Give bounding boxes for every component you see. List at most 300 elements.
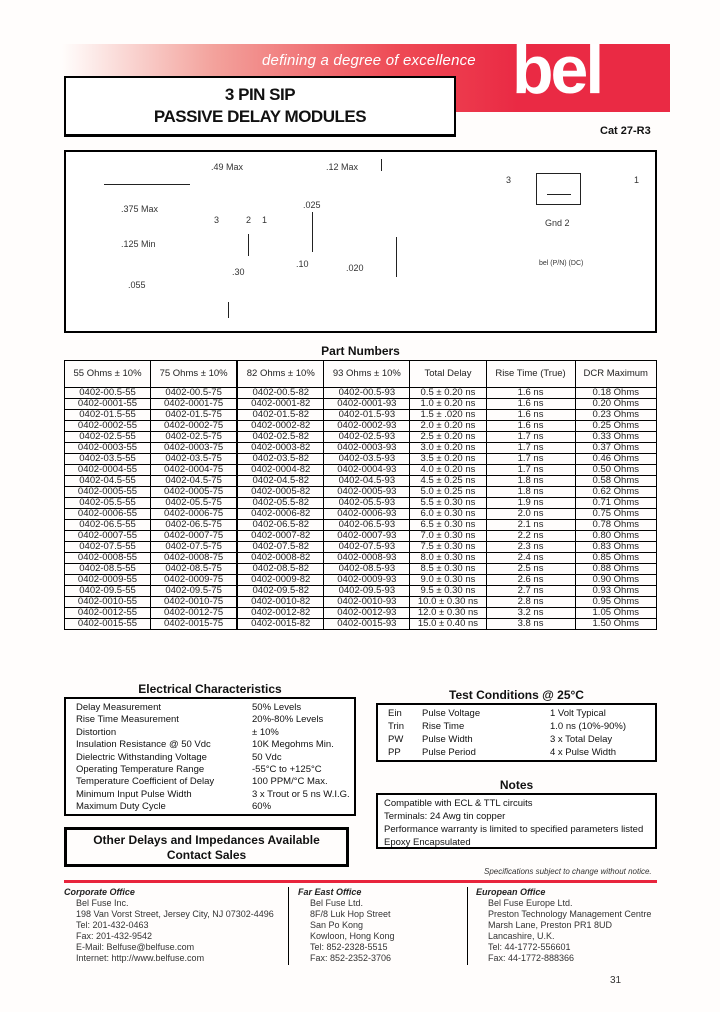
table-cell: 0402-00.5-93 [324,388,410,399]
table-cell: 0402-08.5-82 [237,564,324,575]
table-cell: 3.8 ns [486,619,575,630]
office-line: Marsh Lane, Preston PR1 8UD [488,920,613,930]
table-cell: 1.6 ns [486,399,575,410]
other-delays-line1: Other Delays and Impedances Available [93,833,320,847]
spec-label: Dielectric Withstanding Voltage [76,751,207,763]
table-cell: 0402-09.5-93 [324,586,410,597]
col-header: 93 Ohms ± 10% [324,361,410,388]
test-row [388,721,655,734]
dim-depth: .12 Max [326,162,359,172]
spec-row [76,776,354,788]
table-cell: 9.5 ± 0.30 ns [410,586,486,597]
title-line-2: PASSIVE DELAY MODULES [153,107,367,126]
table-cell: 0402-04.5-75 [151,476,238,487]
table-cell: 3.0 ± 0.20 ns [410,443,486,454]
table-cell: 7.0 ± 0.30 ns [410,531,486,542]
other-delays-line2: Contact Sales [166,848,247,862]
table-cell: 0402-0007-82 [237,531,324,542]
spec-label: Maximum Duty Cycle [76,801,166,813]
col-header: Total Delay [410,361,486,388]
office-line: E-Mail: Belfuse@belfuse.com [76,942,195,952]
table-cell: 1.05 Ohms [575,608,657,619]
table-cell: 0402-0010-82 [237,597,324,608]
table-row [65,487,657,498]
spec-row [76,764,354,776]
test-symbol: PP [388,747,401,758]
table-cell: 0402-0004-55 [65,465,151,476]
pin-label-2: 2 [246,215,252,225]
table-cell: 1.9 ns [486,498,575,509]
table-row [65,432,657,443]
note-item: Epoxy Encapsulated [384,837,471,848]
table-cell: 0402-02.5-75 [151,432,238,443]
table-cell: 0402-0001-82 [237,399,324,410]
col-header: Rise Time (True) [486,361,575,388]
tagline: defining a degree of excellence [262,52,476,69]
part-numbers-table [64,360,657,630]
office-corporate [64,887,286,964]
table-cell: 0402-08.5-93 [324,564,410,575]
table-cell: 2.6 ns [486,575,575,586]
spec-value: 50% Levels [252,702,302,713]
table-cell: 0402-03.5-93 [324,454,410,465]
table-cell: 0402-0012-55 [65,608,151,619]
table-cell: 0402-09.5-55 [65,586,151,597]
table-cell: 1.8 ns [486,476,575,487]
spec-label: Insulation Resistance @ 50 Vdc [76,739,211,751]
table-cell: 0402-0008-55 [65,553,151,564]
table-row [65,575,657,586]
table-cell: 0402-07.5-82 [237,542,324,553]
table-cell: 0402-0002-75 [151,421,238,432]
table-cell: 0402-02.5-93 [324,432,410,443]
table-cell: 0402-0007-93 [324,531,410,542]
table-cell: 1.5 ± .020 ns [410,410,486,421]
office-line: 8F/8 Luk Hop Street [310,909,391,919]
dim-line [396,237,397,277]
table-cell: 0402-0010-93 [324,597,410,608]
table-cell: 0402-0010-55 [65,597,151,608]
table-cell: 3.2 ns [486,608,575,619]
pin-label-3: 3 [214,215,220,225]
test-value: 1.0 ns (10%-90%) [550,721,627,732]
table-cell: 0402-0012-82 [237,608,324,619]
office-separator [288,887,289,965]
office-line: Preston Technology Management Centre [488,909,652,919]
note-item: Performance warranty is limited to specified parameters listed [384,824,644,835]
table-cell: 0402-0001-93 [324,399,410,410]
test-value: 1 Volt Typical [550,708,606,719]
table-cell: 0402-04.5-82 [237,476,324,487]
spec-label: Delay Measurement [76,702,162,713]
table-cell: 0402-02.5-82 [237,432,324,443]
office-separator [467,887,468,965]
office-heading: European Office [476,887,546,897]
table-cell: 6.5 ± 0.30 ns [410,520,486,531]
table-cell: 0402-0006-75 [151,509,238,520]
table-row [65,586,657,597]
table-cell: 0.25 Ohms [575,421,657,432]
table-cell: 0402-0005-75 [151,487,238,498]
table-cell: 0402-01.5-93 [324,410,410,421]
table-cell: 0402-0012-93 [324,608,410,619]
table-cell: 0402-0006-82 [237,509,324,520]
spec-value: 10K Megohms Min. [252,739,334,751]
table-cell: 2.4 ns [486,553,575,564]
dim-tick [381,159,382,171]
table-cell: 0.93 Ohms [575,586,657,597]
table-cell: 0.33 Ohms [575,432,657,443]
test-param: Pulse Width [422,734,473,745]
dim-span: .30 [232,267,245,277]
table-cell: 10.0 ± 0.30 ns [410,597,486,608]
spec-label: Minimum Input Pulse Width [76,788,192,800]
table-cell: 0402-0002-82 [237,421,324,432]
table-cell: 0402-09.5-82 [237,586,324,597]
table-cell: 1.7 ns [486,443,575,454]
office-line: 198 Van Vorst Street, Jersey City, NJ 07302-4496 [76,909,274,919]
mechanical-diagram [64,150,657,333]
spec-row [76,727,354,739]
table-cell: 0402-0003-93 [324,443,410,454]
table-cell: 0402-05.5-93 [324,498,410,509]
spec-label: Temperature Coefficient of Delay [76,776,215,788]
table-cell: 0402-00.5-82 [237,388,324,399]
table-cell: 0402-0005-82 [237,487,324,498]
table-cell: 2.0 ns [486,509,575,520]
table-cell: 0402-0003-55 [65,443,151,454]
spec-row [76,801,354,813]
table-row [65,454,657,465]
table-cell: 1.8 ns [486,487,575,498]
table-cell: 0402-0015-55 [65,619,151,630]
table-row [65,531,657,542]
table-cell: 1.7 ns [486,432,575,443]
footer-divider [64,880,657,883]
title-box [64,76,456,137]
table-cell: 0402-0009-55 [65,575,151,586]
test-row [388,708,655,721]
table-cell: 0.85 Ohms [575,553,657,564]
table-cell: 8.5 ± 0.30 ns [410,564,486,575]
table-cell: 7.5 ± 0.30 ns [410,542,486,553]
table-cell: 1.7 ns [486,454,575,465]
spec-label: Distortion [76,726,117,738]
table-cell: 0402-03.5-55 [65,454,151,465]
title-line-1: 3 PIN SIP [224,85,296,104]
table-cell: 1.6 ns [486,421,575,432]
table-cell: 0402-00.5-75 [151,388,238,399]
table-cell: 0.58 Ohms [575,476,657,487]
spec-row [76,714,354,726]
col-header: 82 Ohms ± 10% [237,361,324,388]
table-cell: 0.18 Ohms [575,388,657,399]
table-cell: 0402-0002-93 [324,421,410,432]
table-row [65,388,657,399]
table-cell: 0.88 Ohms [575,564,657,575]
dim-line [228,302,229,318]
table-cell: 0402-0008-93 [324,553,410,564]
test-param: Rise Time [422,721,465,732]
table-cell: 0402-03.5-75 [151,454,238,465]
spec-value: 50 Vdc [252,751,282,763]
bel-logo: bel [512,32,602,108]
table-cell: 2.1 ns [486,520,575,531]
table-cell: 2.2 ns [486,531,575,542]
table-row [65,553,657,564]
notes-title: Notes [499,778,534,792]
table-row [65,476,657,487]
office-far-east [298,887,470,964]
electrical-title: Electrical Characteristics [138,682,282,696]
office-line: Kowloon, Hong Kong [310,931,395,941]
office-line: Fax: 44-1772-888366 [488,953,575,963]
dim-lead-length: .125 Min [121,239,156,249]
table-row [65,542,657,553]
catalog-number: Cat 27-R3 [600,125,651,137]
table-cell: 0402-0004-75 [151,465,238,476]
spec-value: ± 10% [252,726,279,738]
table-cell: 0.50 Ohms [575,465,657,476]
electrical-characteristics [64,697,356,816]
table-cell: 1.50 Ohms [575,619,657,630]
note-item: Terminals: 24 Awg tin copper [384,811,506,822]
table-cell: 0.83 Ohms [575,542,657,553]
table-cell: 0402-0012-75 [151,608,238,619]
table-row [65,465,657,476]
table-cell: 1.6 ns [486,410,575,421]
schematic-gnd: Gnd 2 [545,218,570,228]
table-row [65,399,657,410]
table-row [65,619,657,630]
dim-thickness: .020 [346,263,364,273]
table-cell: 0402-0015-82 [237,619,324,630]
table-cell: 0402-0004-93 [324,465,410,476]
table-cell: 3.5 ± 0.20 ns [410,454,486,465]
table-cell: 0402-0006-93 [324,509,410,520]
table-cell: 0402-04.5-93 [324,476,410,487]
table-cell: 0402-0010-75 [151,597,238,608]
note-item: Compatible with ECL & TTL circuits [384,798,533,809]
spec-label: Rise Time Measurement [76,714,179,726]
dim-base: .055 [128,280,146,290]
part-numbers-title: Part Numbers [321,344,400,358]
dim-height: .375 Max [121,204,159,214]
table-row [65,509,657,520]
table-cell: 0402-0008-82 [237,553,324,564]
table-cell: 0402-0004-82 [237,465,324,476]
table-cell: 0.75 Ohms [575,509,657,520]
office-line: San Po Kong [310,920,364,930]
table-cell: 0402-0001-75 [151,399,238,410]
dim-pitch: .10 [296,259,309,269]
table-cell: 2.5 ns [486,564,575,575]
table-cell: 4.5 ± 0.25 ns [410,476,486,487]
office-line: Tel: 44-1772-556601 [488,942,571,952]
col-header: DCR Maximum [575,361,657,388]
pin-label-1: 1 [262,215,268,225]
table-cell: 4.0 ± 0.20 ns [410,465,486,476]
spec-value: 100 PPM/°C Max. [252,776,328,788]
table-cell: 0402-09.5-75 [151,586,238,597]
page-number: 31 [610,975,622,986]
table-cell: 1.6 ns [486,388,575,399]
table-row [65,608,657,619]
test-symbol: Ein [388,708,402,719]
office-european [476,887,668,964]
table-cell: 6.0 ± 0.30 ns [410,509,486,520]
table-cell: 0402-0008-75 [151,553,238,564]
table-cell: 0.90 Ohms [575,575,657,586]
table-cell: 0402-0007-75 [151,531,238,542]
table-cell: 0402-0003-82 [237,443,324,454]
office-line: Tel: 852-2328-5515 [310,942,388,952]
table-cell: 0402-06.5-93 [324,520,410,531]
table-cell: 0.20 Ohms [575,399,657,410]
table-cell: 0402-05.5-75 [151,498,238,509]
table-cell: 0402-05.5-82 [237,498,324,509]
test-row [388,734,655,747]
table-cell: 5.0 ± 0.25 ns [410,487,486,498]
table-cell: 0.46 Ohms [575,454,657,465]
table-row [65,564,657,575]
office-line: Fax: 852-2352-3706 [310,953,392,963]
office-heading: Corporate Office [64,887,135,897]
table-row [65,498,657,509]
spec-value: 60% [252,801,272,813]
table-cell: 0402-0007-55 [65,531,151,542]
table-cell: 0402-0015-75 [151,619,238,630]
table-cell: 0402-0006-55 [65,509,151,520]
office-line: Bel Fuse Inc. [76,898,129,908]
office-heading: Far East Office [298,887,362,897]
table-cell: 0402-02.5-55 [65,432,151,443]
table-cell: 0402-06.5-55 [65,520,151,531]
office-line: Internet: http://www.belfuse.com [76,953,205,963]
table-cell: 0.78 Ohms [575,520,657,531]
spec-value: 20%-80% Levels [252,714,324,726]
table-cell: 0402-03.5-82 [237,454,324,465]
table-cell: 0402-07.5-55 [65,542,151,553]
table-cell: 0402-0003-75 [151,443,238,454]
col-header: 55 Ohms ± 10% [65,361,151,388]
test-conditions [376,703,657,762]
table-cell: 0402-01.5-82 [237,410,324,421]
office-line: Bel Fuse Europe Ltd. [488,898,573,908]
table-cell: 0402-06.5-75 [151,520,238,531]
table-cell: 2.5 ± 0.20 ns [410,432,486,443]
test-conditions-title: Test Conditions @ 25°C [449,688,584,702]
test-symbol: PW [388,734,404,745]
table-cell: 0402-0009-93 [324,575,410,586]
table-cell: 0402-04.5-55 [65,476,151,487]
spec-row [76,752,354,764]
table-cell: 0402-00.5-55 [65,388,151,399]
table-cell: 0402-0002-55 [65,421,151,432]
table-cell: 0402-05.5-55 [65,498,151,509]
table-row [65,520,657,531]
table-cell: 0402-07.5-93 [324,542,410,553]
table-cell: 0402-0009-82 [237,575,324,586]
spec-value: 3 x Trout or 5 ns W.I.G. [252,788,350,800]
table-cell: 0402-08.5-75 [151,564,238,575]
test-param: Pulse Voltage [422,708,481,719]
table-row [65,597,657,608]
spec-row [76,702,354,714]
table-cell: 0402-01.5-55 [65,410,151,421]
table-cell: 2.0 ± 0.20 ns [410,421,486,432]
office-line: Bel Fuse Ltd. [310,898,364,908]
table-cell: 0402-07.5-75 [151,542,238,553]
test-param: Pulse Period [422,747,476,758]
table-cell: 2.7 ns [486,586,575,597]
table-cell: 0.37 Ohms [575,443,657,454]
dim-line [104,184,190,185]
other-delays-box [64,827,349,867]
table-cell: 2.3 ns [486,542,575,553]
test-value: 3 x Total Delay [550,734,613,745]
schematic-box [536,173,581,205]
table-cell: 0402-0001-55 [65,399,151,410]
table-cell: 0402-0009-75 [151,575,238,586]
test-symbol: Trin [388,721,405,732]
table-cell: 8.0 ± 0.30 ns [410,553,486,564]
test-row [388,747,655,760]
table-cell: 2.8 ns [486,597,575,608]
office-line: Tel: 201-432-0463 [76,920,149,930]
lead-line [248,234,249,256]
spec-row [76,789,354,801]
table-header-row [65,361,657,388]
test-value: 4 x Pulse Width [550,747,616,758]
dim-lead-width: .025 [303,200,321,210]
dim-width: .49 Max [211,162,244,172]
table-cell: 0.62 Ohms [575,487,657,498]
spec-row [76,739,354,751]
table-cell: 0.71 Ohms [575,498,657,509]
spec-label: Operating Temperature Range [76,763,205,775]
table-cell: 0.23 Ohms [575,410,657,421]
table-cell: 9.0 ± 0.30 ns [410,575,486,586]
office-line: Fax: 201-432-9542 [76,931,153,941]
dim-line [312,212,313,252]
table-cell: 0402-0005-55 [65,487,151,498]
table-cell: 0.80 Ohms [575,531,657,542]
table-row [65,410,657,421]
table-cell: 0402-06.5-82 [237,520,324,531]
office-line: Lancashire, U.K. [488,931,555,941]
spec-notice: Specifications subject to change without notice. [484,867,652,876]
table-cell: 0402-0005-93 [324,487,410,498]
table-cell: 15.0 ± 0.40 ns [410,619,486,630]
table-cell: 0.95 Ohms [575,597,657,608]
table-cell: 1.7 ns [486,465,575,476]
table-row [65,443,657,454]
table-cell: 5.5 ± 0.30 ns [410,498,486,509]
table-cell: 0.5 ± 0.20 ns [410,388,486,399]
table-cell: 12.0 ± 0.30 ns [410,608,486,619]
table-cell: 0402-01.5-75 [151,410,238,421]
part-marking: bel (P/N) (DC) [539,260,584,267]
spec-value: -55°C to +125°C [252,763,322,775]
col-header: 75 Ohms ± 10% [151,361,238,388]
schematic-pin-1: 1 [634,175,640,185]
table-row [65,421,657,432]
notes [376,793,657,849]
table-cell: 0402-0015-93 [324,619,410,630]
schematic-pin-3: 3 [506,175,512,185]
table-cell: 1.0 ± 0.20 ns [410,399,486,410]
